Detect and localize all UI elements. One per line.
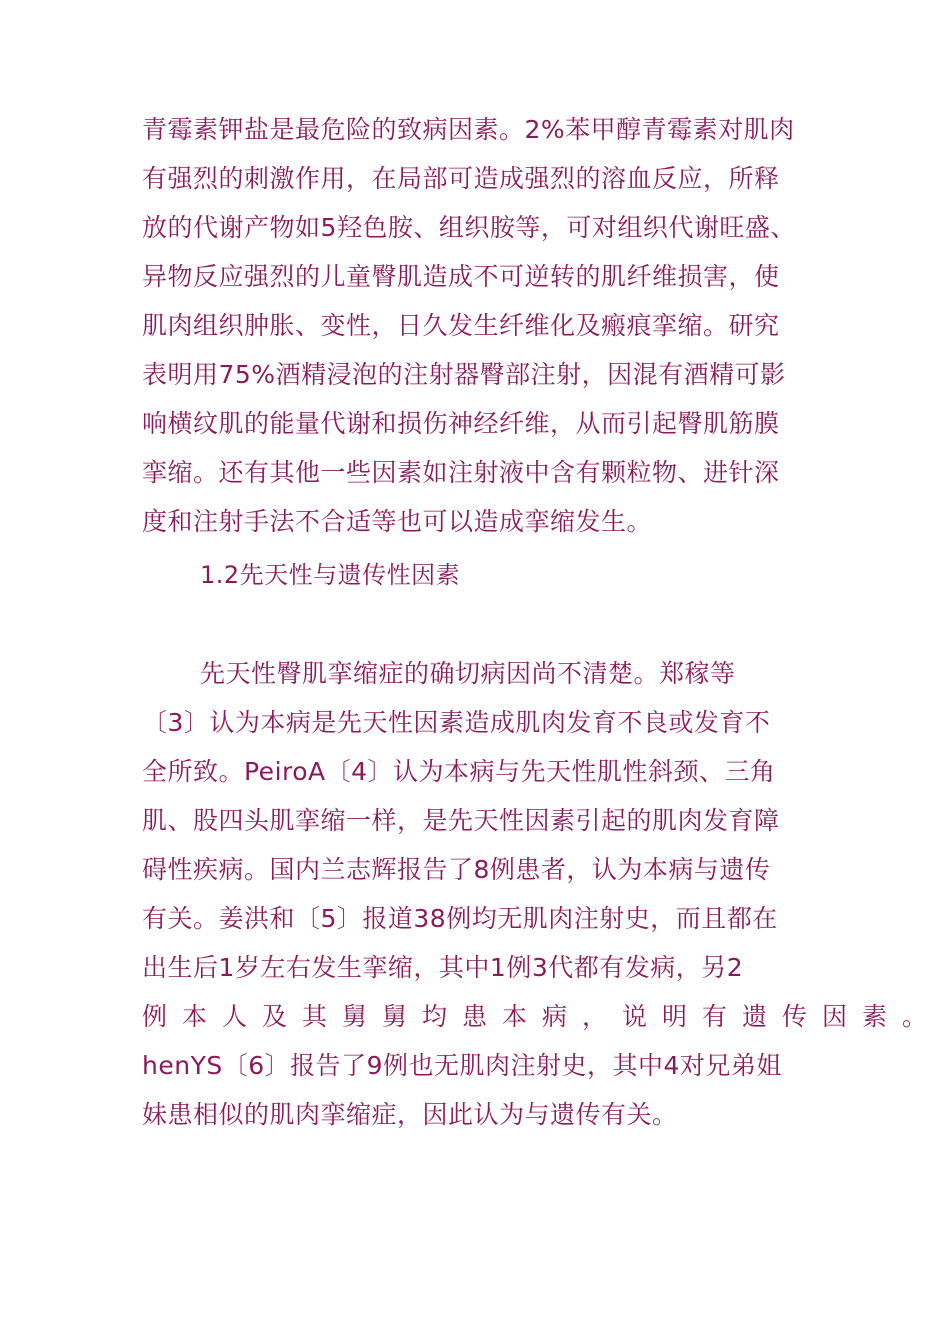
text-line: 〔3〕认为本病是先天性因素造成肌肉发育不良或发育不 (142, 708, 771, 737)
text-line: 肌肉组织肿胀、变性，日久发生纤维化及瘢痕挛缩。研究 (142, 311, 780, 340)
text-line: 有强烈的刺激作用，在局部可造成强烈的溶血反应，所释 (142, 164, 780, 193)
text-line: 度和注射手法不合适等也可以造成挛缩发生。 (142, 507, 653, 536)
text-line: 表明用75%酒精浸泡的注射器臀部注射，因混有酒精可影 (142, 360, 786, 389)
text-line: 放的代谢产物如5羟色胺、组织胺等，可对组织代谢旺盛、 (142, 213, 796, 242)
text-line: 肌、股四头肌挛缩一样，是先天性因素引起的肌肉发育障 (142, 806, 780, 835)
text-line: 异物反应强烈的儿童臀肌造成不可逆转的肌纤维损害，使 (142, 262, 780, 291)
text-line: 青霉素钾盐是最危险的致病因素。2%苯甲醇青霉素对肌肉 (142, 115, 795, 144)
text-line: 妹患相似的肌肉挛缩症，因此认为与遗传有关。 (142, 1100, 678, 1129)
text-line: henYS〔6〕报告了9例也无肌肉注射史，其中4对兄弟姐 (142, 1051, 782, 1080)
text-line: 出生后1岁左右发生挛缩，其中1例3代都有发病，另2 (142, 953, 744, 982)
text-line: 先天性臀肌挛缩症的确切病因尚不清楚。郑稼等 (200, 659, 736, 688)
text-line: 例本人及其舅舅均患本病，说明有遗传因素。 (142, 1002, 943, 1031)
text-line: 响横纹肌的能量代谢和损伤神经纤维，从而引起臀肌筋膜 (142, 409, 780, 438)
text-line: 挛缩。还有其他一些因素如注射液中含有颗粒物、进针深 (142, 458, 780, 487)
text-line: 全所致。PeiroA〔4〕认为本病与先天性肌性斜颈、三角 (142, 757, 776, 786)
section-heading: 1.2先天性与遗传性因素 (200, 561, 461, 589)
text-line: 碍性疾病。国内兰志辉报告了8例患者，认为本病与遗传 (142, 855, 771, 884)
text-line: 有关。姜洪和〔5〕报道38例均无肌肉注射史，而且都在 (142, 904, 778, 933)
